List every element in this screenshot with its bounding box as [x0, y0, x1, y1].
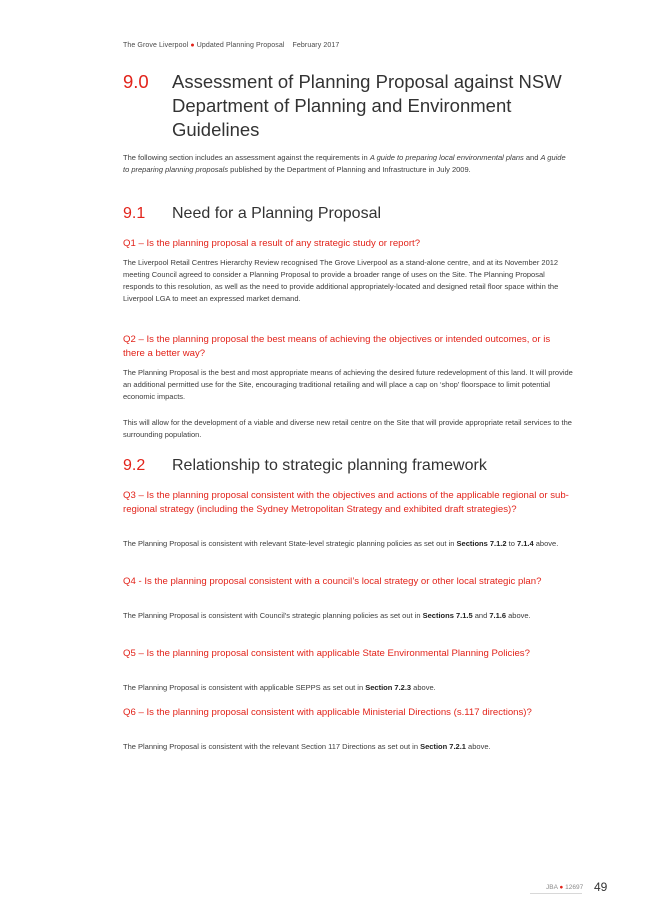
footer-ref-number: 12697: [565, 884, 584, 891]
answer-q3: [123, 538, 573, 550]
answer-text: The Planning Proposal is consistent with relevant State-level strategic planning policies as set out in: [123, 539, 457, 548]
section-reference: Sections 7.1.5: [422, 611, 473, 620]
answer-text: above.: [465, 742, 491, 751]
footer-reference: [546, 884, 583, 891]
question-q1: Q1 – Is the planning proposal a result of any strategic study or report?: [123, 238, 421, 249]
subsection-title: Relationship to strategic planning framework: [172, 457, 487, 474]
intro-text: published by the Department of Planning and Infrastructure in July 2009.: [228, 165, 471, 174]
answer-q2-paragraph-2: This will allow for the development of a viable and diverse new retail centre on the Site that will provide appropriate retail services to the surrounding population.: [123, 418, 572, 439]
answer-text: The Planning Proposal is consistent with the relevant Section 117 Directions as set out in: [123, 742, 421, 751]
answer-text: The Planning Proposal is consistent with Council’s strategic planning policies as set out in: [123, 611, 423, 620]
section-intro: [123, 152, 573, 176]
section-reference: 7.1.6: [489, 611, 507, 620]
section-reference: 7.1.4: [516, 539, 534, 548]
intro-reference-1: A guide to preparing local environmental plans: [369, 153, 524, 162]
answer-q2-paragraph-1: The Planning Proposal is the best and most appropriate means of achieving the desired future redevelopment of this land. It will provide an additional permitted use for the Site, encouraging traditional retailing and will place a cap on ‘shop’ floorspace to limit potential economic impacts.: [123, 368, 573, 401]
section-title: Assessment of Planning Proposal against NSW Department of Planning and Environment Guidelines: [172, 71, 562, 140]
intro-reference-2: A guide to preparing planning proposals: [123, 153, 566, 174]
header-document: Updated Planning Proposal: [196, 42, 285, 49]
answer-text: and: [472, 611, 490, 620]
header-bullet-icon: ●: [190, 42, 195, 49]
footer-bullet-icon: ●: [559, 884, 564, 891]
answer-q5: [123, 682, 573, 694]
section-number: 9.0: [123, 71, 149, 92]
footer-org: JBA: [546, 884, 558, 891]
question-q5: Q5 – Is the planning proposal consistent with applicable State Environmental Planning Policies?: [123, 648, 530, 659]
answer-text: to: [506, 539, 517, 548]
running-header: [123, 42, 339, 49]
intro-text: and: [523, 153, 541, 162]
section-reference: Sections 7.1.2: [456, 539, 507, 548]
answer-q4: [123, 610, 573, 622]
answer-text: The Planning Proposal is consistent with applicable SEPPS as set out in: [123, 683, 366, 692]
subsection-title: Need for a Planning Proposal: [172, 205, 382, 222]
question-q3: Q3 – Is the planning proposal consistent with the objectives and actions of the applicable regional or sub-regional strategy (including the Sydney Metropolitan Strategy and exhibited draft strategies)?: [123, 490, 569, 515]
answer-q6: [123, 741, 573, 753]
answer-text: above.: [533, 539, 559, 548]
answer-q1: The Liverpool Retail Centres Hierarchy Review recognised The Grove Liverpool as a stand-alone centre, and at its November 2012 meeting Council agreed to consider a Planning Proposal to provide a broader range of uses on the Site. The Planning Proposal responds to this resolution, as well as the need to provide additional appropriately-located and designed retail floor space within the Liverpool LGA to meet an expressed market demand.: [123, 258, 559, 303]
header-project: The Grove Liverpool: [123, 42, 189, 49]
answer-text: above.: [411, 683, 436, 692]
question-q4: Q4 - Is the planning proposal consistent with a council’s local strategy or other local strategic plan?: [123, 576, 542, 587]
answer-text: above.: [506, 611, 531, 620]
page-number: 49: [594, 880, 608, 894]
header-date: February 2017: [292, 42, 340, 49]
intro-text: The following section includes an assessment against the requirements in: [123, 153, 370, 162]
question-q2: Q2 – Is the planning proposal the best means of achieving the objectives or intended outcomes, or is there a better way?: [123, 334, 551, 359]
section-reference: Section 7.2.1: [420, 742, 466, 751]
question-q6: Q6 – Is the planning proposal consistent with applicable Ministerial Directions (s.117 directions)?: [123, 707, 532, 718]
section-reference: Section 7.2.3: [365, 683, 412, 692]
subsection-number: 9.1: [123, 205, 146, 222]
subsection-number: 9.2: [123, 457, 146, 474]
footer-divider: [530, 893, 582, 894]
